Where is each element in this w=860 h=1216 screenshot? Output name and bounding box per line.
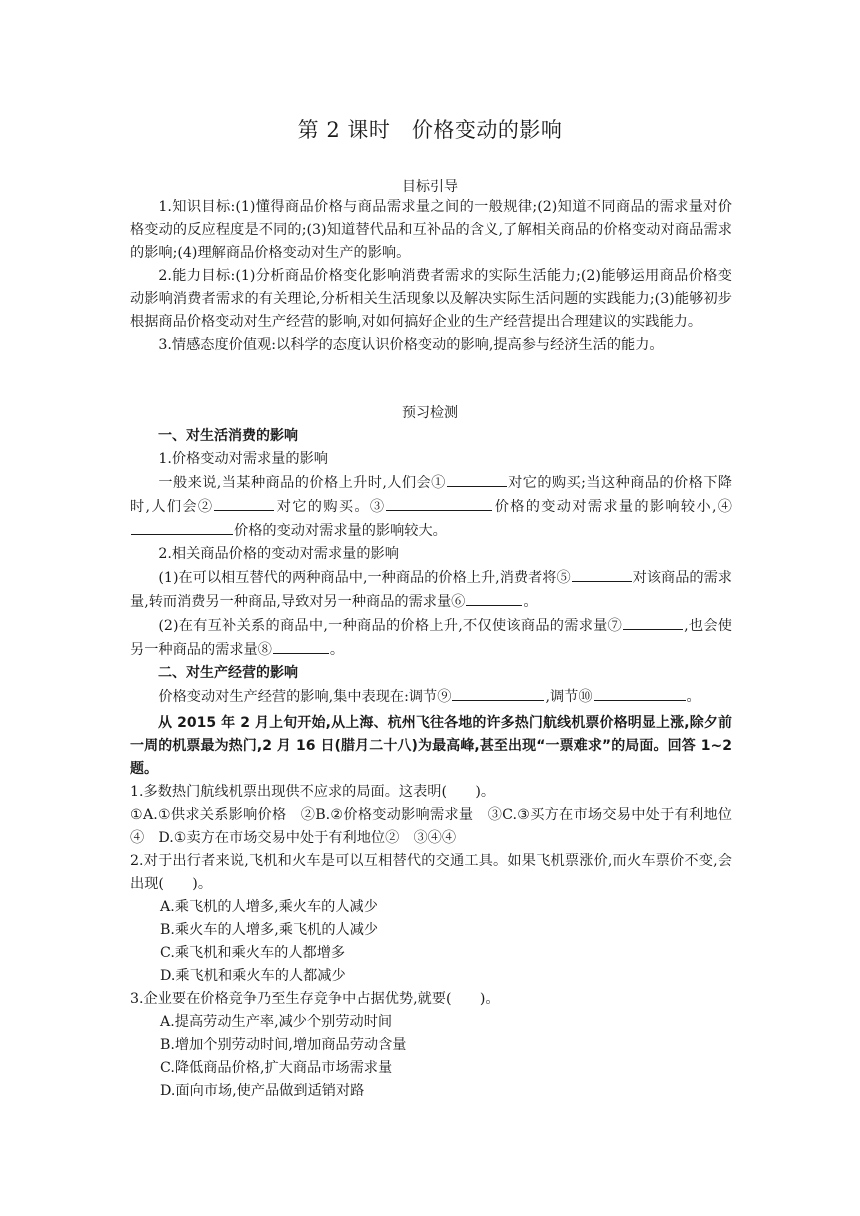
blank-2[interactable]	[214, 495, 274, 511]
preview-section	[130, 425, 732, 709]
blank-5[interactable]	[572, 566, 632, 582]
goals-heading: 目标引导	[402, 179, 458, 195]
blank-7[interactable]	[623, 614, 683, 630]
question-2-option-a: A.乘飞机的人增多,乘火车的人减少	[160, 899, 378, 915]
question-1: 1.多数热门航线机票出现供不应求的局面。这表明( )。	[130, 784, 496, 800]
section-heading-consumption: 一、对生活消费的影响	[158, 428, 298, 444]
goals-section	[130, 196, 732, 357]
practice-intro: 从 2015 年 2 月上旬开始,从上海、杭州飞往各地的许多热门航线机票价格明显上涨,除夕前一周的机票最为热门,2 月 16 日(腊月二十八)为最高峰,甚至出现“一票难求”的局面。回答 1~2 题。	[130, 715, 732, 777]
practice-section	[130, 712, 747, 1103]
blank-9[interactable]	[452, 685, 544, 701]
blank-8[interactable]	[273, 638, 329, 654]
question-3-option-c: C.降低商品价格,扩大商品市场需求量	[160, 1060, 393, 1076]
fill-paragraph-2: (1)在可以相互替代的两种商品中,一种商品的价格上升,消费者将⑤ 对该商品的需求量,转而消费另一种商品,导致对另一种商品的需求量⑥ 。	[130, 566, 732, 614]
question-2-option-c: C.乘飞机和乘火车的人都增多	[160, 945, 346, 961]
question-3: 3.企业要在价格竞争乃至生存竞争中占据优势,就要( )。	[130, 991, 500, 1007]
blank-4[interactable]	[131, 519, 233, 535]
blank-6[interactable]	[466, 590, 522, 606]
blank-10[interactable]	[594, 685, 686, 701]
subheading-related-goods: 2.相关商品价格的变动对需求量的影响	[158, 546, 399, 562]
question-2-option-b: B.乘火车的人增多,乘飞机的人减少	[160, 922, 379, 938]
preview-heading: 预习检测	[402, 405, 458, 421]
fill-paragraph-3: (2)在有互补关系的商品中,一种商品的价格上升,不仅使该商品的需求量⑦ ,也会使另一种商品的需求量⑧ 。	[130, 614, 732, 662]
question-1-options: ①A.①供求关系影响价格 ②B.②价格变动影响需求量 ③C.③买方在市场交易中处于有利地位 ④ D.①卖方在市场交易中处于有利地位② ③④④	[130, 807, 747, 846]
goal-attitude: 3.情感态度价值观:以科学的态度认识价格变动的影响,提高参与经济生活的能力。	[158, 337, 664, 353]
goal-ability: 2.能力目标:(1)分析商品价格变化影响消费者需求的实际生活能力;(2)能够运用商品价格变动影响消费者需求的有关理论,分析相关生活现象以及解决实际生活问题的实践能力;(3)能够初步根据商品价格变动对生产经营的影响,对如何搞好企业的生产经营提出合理建议的实践能力。	[130, 268, 732, 330]
page-title: 第 2 课时 价格变动的影响	[297, 118, 563, 142]
question-3-option-d: D.面向市场,使产品做到适销对路	[160, 1083, 365, 1099]
blank-3[interactable]	[386, 495, 492, 511]
subheading-price-demand: 1.价格变动对需求量的影响	[158, 451, 328, 467]
question-2-option-d: D.乘飞机和乘火车的人都减少	[160, 968, 346, 984]
blank-1[interactable]	[447, 471, 507, 487]
question-3-option-b: B.增加个别劳动时间,增加商品劳动含量	[160, 1037, 407, 1053]
fill-paragraph-1: 一般来说,当某种商品的价格上升时,人们会① 对它的购买;当这种商品的价格下降时,人们会② 对它的购买。③ 价格的变动对需求量的影响较小,④价格的变动对需求量的影响较大。	[130, 471, 732, 543]
question-3-option-a: A.提高劳动生产率,减少个别劳动时间	[160, 1014, 393, 1030]
question-2: 2.对于出行者来说,飞机和火车是可以互相替代的交通工具。如果飞机票涨价,而火车票价不变,会出现( )。	[130, 853, 732, 892]
section-heading-production: 二、对生产经营的影响	[158, 665, 298, 681]
fill-paragraph-4: 价格变动对生产经营的影响,集中表现在:调节⑨ ,调节⑩ 。	[130, 685, 732, 709]
goal-knowledge: 1.知识目标:(1)懂得商品价格与商品需求量之间的一般规律;(2)知道不同商品的需求量对价格变动的反应程度是不同的;(3)知道替代品和互补品的含义,了解相关商品的价格变动对商品需求的影响;(4)理解商品价格变动对生产的影响。	[130, 199, 732, 261]
